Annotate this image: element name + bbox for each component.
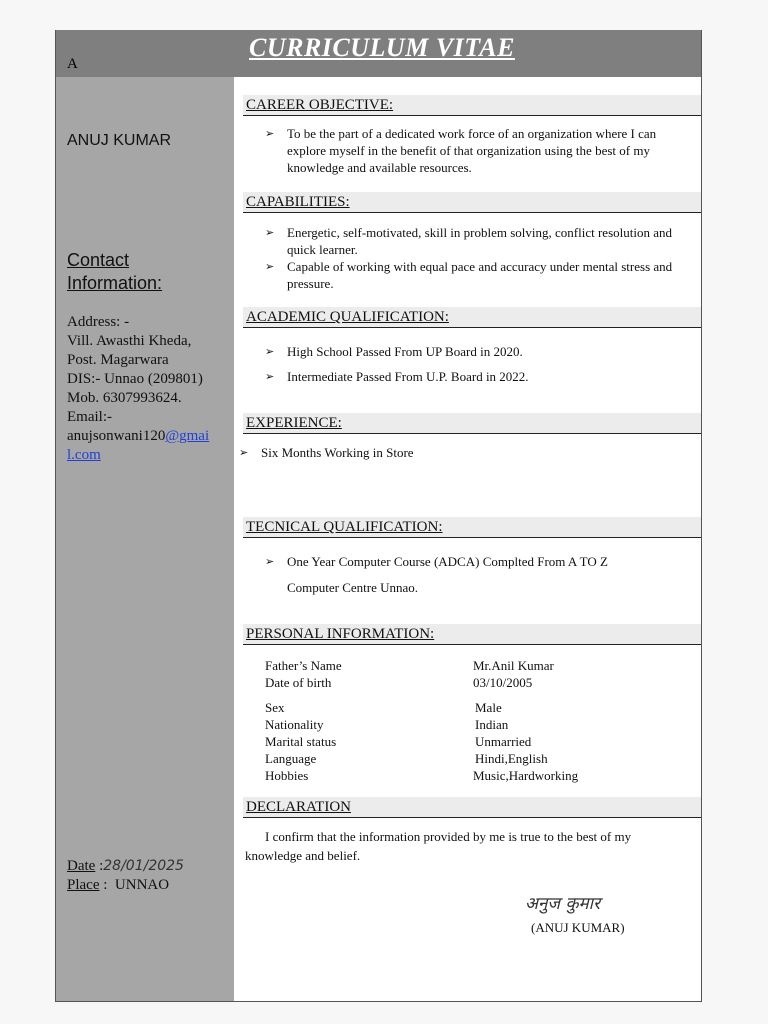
date-value: 28/01/2025 — [103, 858, 184, 874]
email-user: anujsonwani120 — [67, 428, 166, 444]
list-item: ➢ Capable of working with equal pace and accuracy under mental stress and pressure. — [265, 258, 695, 292]
email-line — [67, 427, 232, 465]
list-item: ➢ Energetic, self-motivated, skill in problem solving, conflict resolution and quick learner. — [265, 224, 695, 258]
list-item: ➢ Six Months Working in Store — [239, 444, 669, 461]
sidebar — [56, 77, 234, 1001]
declaration-text: I confirm that the information provided by me is true to the best of my knowledge and belief. — [245, 829, 632, 863]
experience-list — [239, 444, 669, 461]
address-block — [67, 313, 232, 465]
capabilities-list — [265, 224, 695, 292]
section-heading-capabilities: CAPABILITIES: — [243, 192, 701, 213]
header-letter: A — [67, 56, 78, 72]
date-place-block: Date :28/01/2025 Place : UNNAO — [67, 858, 184, 893]
list-item: ➢ To be the part of a dedicated work force of an organization where I can explore myself in the benefit of that organization using the best of my knowledge and available resources. — [265, 125, 695, 176]
place-value: UNNAO — [114, 877, 170, 893]
section-heading-technical: TECNICAL QUALIFICATION: — [243, 517, 701, 538]
address-label: Address: - — [67, 314, 130, 330]
list-item: ➢ One Year Computer Course (ADCA) Complted From A TO Z Computer Centre Unnao. — [265, 549, 695, 601]
signature: अनुज कुमार — [525, 894, 601, 914]
address-line: Vill. Awasthi Kheda, — [67, 333, 192, 349]
signature-name: (ANUJ KUMAR) — [531, 920, 625, 935]
address-line: DIS:- Unnao (209801) — [67, 371, 203, 387]
section-heading-declaration: DECLARATION — [243, 797, 701, 818]
section-heading-experience: EXPERIENCE: — [243, 413, 701, 434]
email-link[interactable]: @gmai — [165, 428, 210, 444]
technical-list — [265, 549, 695, 601]
address-line: Post. Magarwara — [67, 352, 169, 368]
email-link[interactable]: l.com — [67, 447, 101, 463]
career-list — [265, 125, 695, 176]
mobile-line: Mob. 6307993624. — [67, 390, 182, 406]
contact-heading: Contact Information: — [67, 250, 163, 293]
resume-page: A CURRICULUM VITAE ANUJ KUMAR Contact Information: Address: - Vill. Awasthi Kheda, Post. Magarwara DIS:- Unnao (209801) Mob. 6307993624. Email:- anujsonwani120@gmai l.com Date :28/01/2025 Place : UNNAO CAREER OBJECTIVE: ➢ To be the part of a dedicated work force of an organization where I can explore myself in the benefit of that organization using the best of my knowledge and available resources. CAPABILITIES: ➢ Energetic, self-motivated, skill in problem solving, conflict resolution and quick learner. ➢ Capable of working with equal pace and accuracy under mental stress and pressure. ACADEMIC QUALIFICATION: ➢ High School Passed From UP Board in 2020. ➢ Intermediate Passed From U.P. Board in 2022. EXPERIENCE: ➢ Six Months Working in Store TECNICAL QUALIFICATION: ➢ One Year Computer Course (ADCA) Complted From A TO Z Computer Centre Unnao. PERSONAL INFORMATION: Father’s Name Mr.Anil Kumar Date of birth 03/10/2005 Sex Male Nationality Indian Marital status Unmarried Language Hindi,English Hobbies Music,Hardworking DECLARATION I confirm that the information provided by me is true to the best of my knowledge and belief. अनुज कुमार (ANUJ KUMAR) — [55, 30, 702, 1002]
date-label: Date — [67, 858, 96, 874]
section-heading-personal: PERSONAL INFORMATION: — [243, 624, 701, 645]
header-bar — [56, 30, 701, 77]
section-heading-career: CAREER OBJECTIVE: — [243, 95, 701, 116]
applicant-name: ANUJ KUMAR — [67, 132, 172, 149]
list-item: ➢ Intermediate Passed From U.P. Board in 2022. — [265, 364, 695, 389]
email-label: Email:- — [67, 409, 112, 425]
page-title: CURRICULUM VITAE — [249, 33, 515, 62]
section-heading-academic: ACADEMIC QUALIFICATION: — [243, 307, 701, 328]
list-item: ➢ High School Passed From UP Board in 2020. — [265, 339, 695, 364]
place-label: Place — [67, 877, 100, 893]
academic-list — [265, 339, 695, 389]
